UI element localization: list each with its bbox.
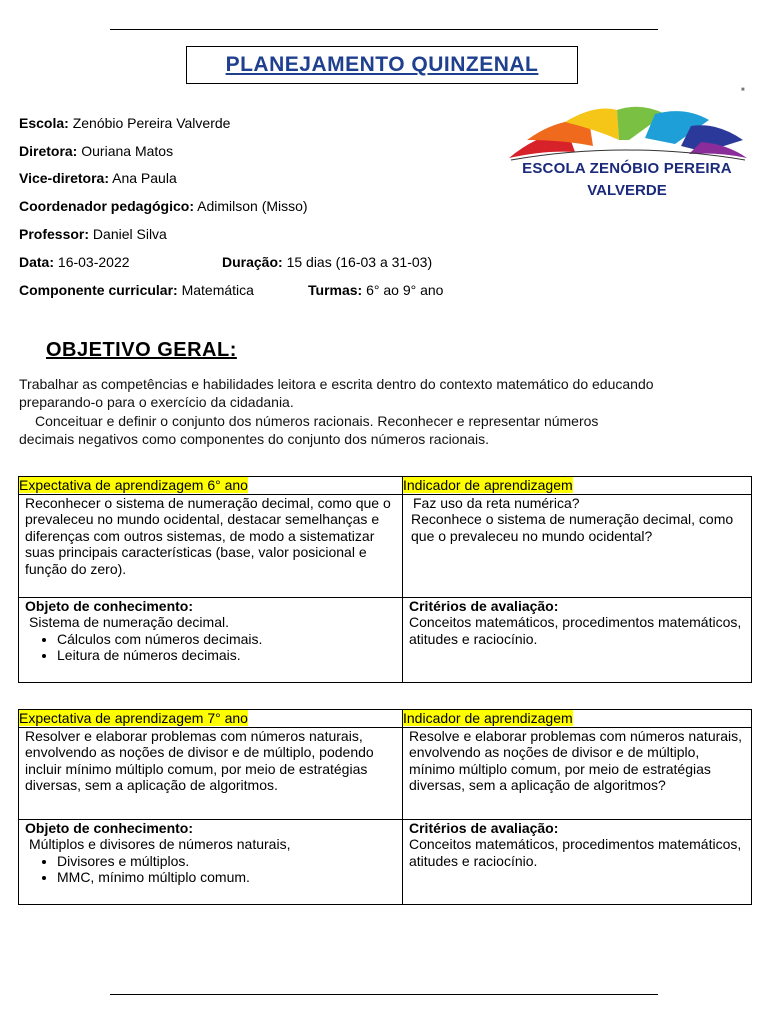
objeto-list [25,631,396,664]
criterios-title: Critérios de avaliação: [409,597,559,614]
expectativa-header-cell [19,710,403,728]
list-item: • Leitura de números decimais. [57,647,396,664]
escola-value: Zenóbio Pereira Valverde [72,115,231,131]
list-item: • MMC, mínimo múltiplo comum. [57,869,396,886]
indicador-line2: Reconhece o sistema de numeração decimal, como que o prevaleceu no mundo ocidental? [411,511,734,544]
info-vice [19,170,177,186]
criterios-cell [403,597,752,682]
plan-table-6ano [18,476,752,683]
turmas-label: Turmas: [308,282,363,298]
info-professor [19,226,167,242]
plan-table-7ano [18,709,752,905]
corner-mark: ■ [741,87,745,93]
objeto-intro: Múltiplos e divisores de números naturais, [29,836,291,852]
list-item: • Divisores e múltiplos. [57,853,396,870]
indicador-header-cell [403,710,752,728]
expectativa-text: Reconhecer o sistema de numeração decimal, como que o prevaleceu no mundo ocidental, destacar semelhanças e diferenças com outros sistemas, de modo a sistematizar suas principais características (base, valor posicional e função do zero). [19,494,403,597]
logo-text-line1: ESCOLA ZENÓBIO PEREIRA [522,160,732,177]
indicador-header: Indicador de aprendizagem [403,477,573,493]
title-box [186,46,578,84]
logo-text-line2: VALVERDE [587,182,667,199]
vice-value: Ana Paula [112,170,177,186]
indicador-cell [403,494,752,597]
list-item: • Cálculos com números decimais. [57,631,396,648]
professor-value: Daniel Silva [92,226,167,242]
criterios-cell [403,819,752,904]
objeto-cell [19,597,403,682]
objetivo-p1-line1: Trabalhar as competências e habilidades leitora e escrita dentro do contexto matemático do educando [19,376,654,392]
info-duracao [222,254,432,270]
componente-value: Matemática [181,282,254,298]
criterios-title: Critérios de avaliação: [409,819,559,836]
info-data [19,254,130,270]
info-escola [19,115,230,131]
info-turmas [308,282,443,298]
escola-label: Escola: [19,115,69,131]
expectativa-header-cell [19,477,403,495]
duracao-label: Duração: [222,254,283,270]
data-label: Data: [19,254,55,270]
page-title: PLANEJAMENTO QUINZENAL [225,53,539,76]
data-value: 16-03-2022 [57,254,130,270]
objeto-list [25,853,396,886]
objetivo-p2-line1: Conceituar e definir o conjunto dos números racionais. Reconhecer e representar números [35,413,599,429]
objeto-title: Objeto de conhecimento: [25,819,194,836]
diretora-value: Ouriana Matos [81,143,174,159]
coordenador-label: Coordenador pedagógico: [19,198,194,214]
criterios-text: Conceitos matemáticos, procedimentos matemáticos, atitudes e raciocínio. [409,836,742,869]
coordenador-value: Adimilson (Misso) [197,198,308,214]
objeto-cell [19,819,403,904]
criterios-text: Conceitos matemáticos, procedimentos matemáticos, atitudes e raciocínio. [409,614,742,647]
indicador-text: Resolve e elaborar problemas com números naturais, envolvendo as noções de divisor e de múltiplo, mínimo múltiplo comum, por meio de estratégias diversas, sem a aplicação de algoritmos? [403,727,752,819]
objetivo-p2-line2: decimais negativos como componentes do conjunto dos números racionais. [19,431,490,447]
info-diretora [19,143,173,159]
top-rule [110,29,658,30]
vice-label: Vice-diretora: [19,170,109,186]
turmas-value: 6° ao 9° ano [366,282,444,298]
objetivo-heading: OBJETIVO GERAL: [46,339,237,361]
info-coordenador [19,198,308,214]
duracao-value: 15 dias (16-03 a 31-03) [286,254,433,270]
indicador-header-cell [403,477,752,495]
componente-label: Componente curricular: [19,282,178,298]
professor-label: Professor: [19,226,90,242]
indicador-line1: Faz uso da reta numérica? [413,494,580,511]
objeto-intro: Sistema de numeração decimal. [29,614,229,630]
diretora-label: Diretora: [19,143,78,159]
school-logo [505,100,749,204]
bottom-rule [110,994,658,995]
expectativa-text: Resolver e elaborar problemas com números naturais, envolvendo as noções de divisor e de múltiplo, podendo incluir mínimo múltiplo comum, por meio de estratégias diversas, sem a aplicação de algoritmos. [19,727,403,819]
indicador-header: Indicador de aprendizagem [403,710,573,726]
expectativa-header: Expectativa de aprendizagem 6° ano [19,477,248,493]
info-componente [19,282,254,298]
objeto-title: Objeto de conhecimento: [25,597,194,614]
objetivo-p1-line2: preparando-o para o exercício da cidadania. [19,394,294,410]
expectativa-header: Expectativa de aprendizagem 7° ano [19,710,248,726]
book-rainbow-icon [505,100,749,162]
